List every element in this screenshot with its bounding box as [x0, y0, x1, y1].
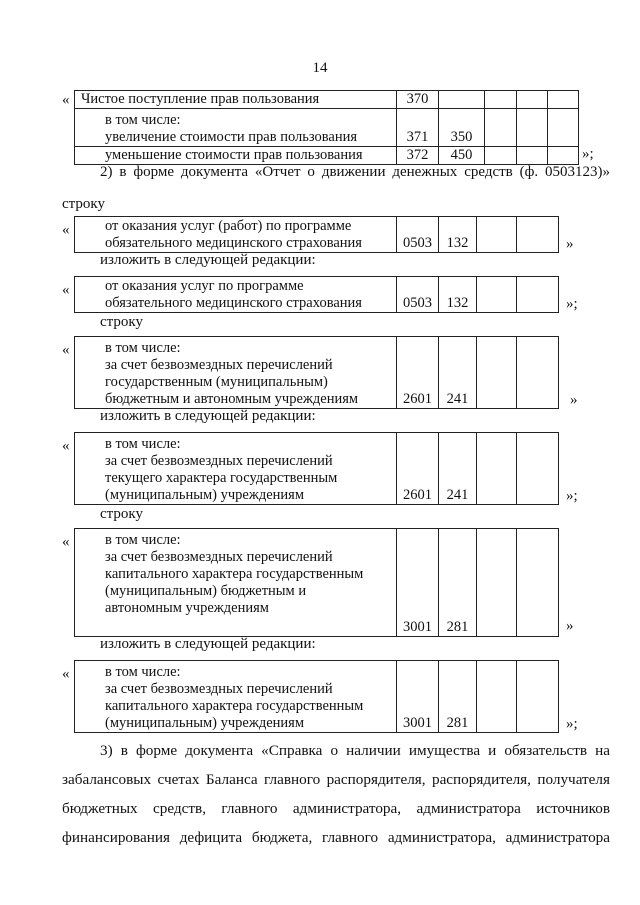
paragraph-3: [62, 736, 610, 852]
table-row: [75, 529, 559, 637]
table-row: [75, 337, 559, 409]
table-transfers-old: [74, 336, 559, 409]
kosgu-code: 281: [439, 661, 477, 733]
table-row: [75, 147, 579, 165]
row-label: от оказания услуг (работ) по программе обязательного медицинского страхования: [75, 217, 397, 253]
table-row: [75, 277, 559, 313]
line-code: 2601: [397, 433, 439, 505]
stroku-label: строку: [62, 196, 105, 212]
row-label: от оказания услуг по программе обязательного медицинского страхования: [75, 277, 397, 313]
table-row: [75, 433, 559, 505]
close-quote: »: [566, 236, 574, 252]
kosgu-code: 241: [439, 433, 477, 505]
row-label: в том числе: за счет безвозмездных перечислений текущего характера государственным (муниципальным) учреждениям: [75, 433, 397, 505]
open-quote: «: [62, 438, 70, 454]
table-service-new: [74, 276, 559, 313]
open-quote: «: [62, 92, 70, 108]
open-quote: «: [62, 534, 70, 550]
kosgu-code: 132: [439, 217, 477, 253]
open-quote: «: [62, 282, 70, 298]
table-service-old: [74, 216, 559, 253]
izlozhit-label: изложить в следующей редакции:: [100, 636, 316, 652]
table-row: [75, 91, 579, 109]
izlozhit-label: изложить в следующей редакции:: [100, 408, 316, 424]
table-row: [75, 217, 559, 253]
close-quote: »;: [566, 716, 578, 732]
row-label: в том числе: за счет безвозмездных перечислений государственным (муниципальным) бюджетным и автономным учреждениям: [75, 337, 397, 409]
close-quote: »;: [566, 296, 578, 312]
table-capital-old: [74, 528, 559, 637]
close-quote: »;: [582, 146, 594, 162]
paragraph-line: финансирования дефицита бюджета, главного администратора, администратора: [62, 829, 610, 846]
row-label: уменьшение стоимости прав пользования: [75, 147, 397, 165]
close-quote: »;: [566, 488, 578, 504]
line-code: 3001: [397, 661, 439, 733]
line-code: 371: [397, 109, 439, 147]
table-transfers-new: [74, 432, 559, 505]
izlozhit-label: изложить в следующей редакции:: [100, 252, 316, 268]
open-quote: «: [62, 222, 70, 238]
table-row: [75, 109, 579, 147]
row-label: в том числе: за счет безвозмездных перечислений капитального характера государственным (муниципальным) учреждениям: [75, 661, 397, 733]
line-code: 370: [397, 91, 439, 109]
table-capital-new: [74, 660, 559, 733]
line-code: 372: [397, 147, 439, 165]
close-quote: »: [570, 392, 578, 408]
paragraph-2: 2) в форме документа «Отчет о движении денежных средств (ф. 0503123)»: [100, 164, 610, 180]
row-label: Чистое поступление прав пользования: [75, 91, 397, 109]
open-quote: «: [62, 666, 70, 682]
row-label: в том числе: за счет безвозмездных перечислений капитального характера государственным (муниципальным) бюджетным и автономным учреждениям: [75, 529, 397, 637]
kosgu-code: 132: [439, 277, 477, 313]
close-quote: »: [566, 618, 574, 634]
paragraph-line: забалансовых счетах Баланса главного распорядителя, распорядителя, получателя: [62, 771, 610, 788]
line-code: 2601: [397, 337, 439, 409]
stroku-label: строку: [100, 314, 143, 330]
line-code: 0503: [397, 217, 439, 253]
paragraph-line: бюджетных средств, главного администратора, администратора источников: [62, 800, 610, 817]
kosgu-code: 281: [439, 529, 477, 637]
paragraph-line: 3) в форме документа «Справка о наличии имущества и обязательств на: [100, 742, 610, 759]
page-number: 14: [312, 60, 328, 76]
table-row: [75, 661, 559, 733]
table-net-rights: [74, 90, 579, 165]
line-code: 0503: [397, 277, 439, 313]
kosgu-code: 350: [439, 109, 485, 147]
line-code: 3001: [397, 529, 439, 637]
stroku-label: строку: [100, 506, 143, 522]
kosgu-code: 241: [439, 337, 477, 409]
row-label: в том числе: увеличение стоимости прав пользования: [75, 109, 397, 147]
open-quote: «: [62, 342, 70, 358]
kosgu-code: 450: [439, 147, 485, 165]
kosgu-code: [439, 91, 485, 109]
